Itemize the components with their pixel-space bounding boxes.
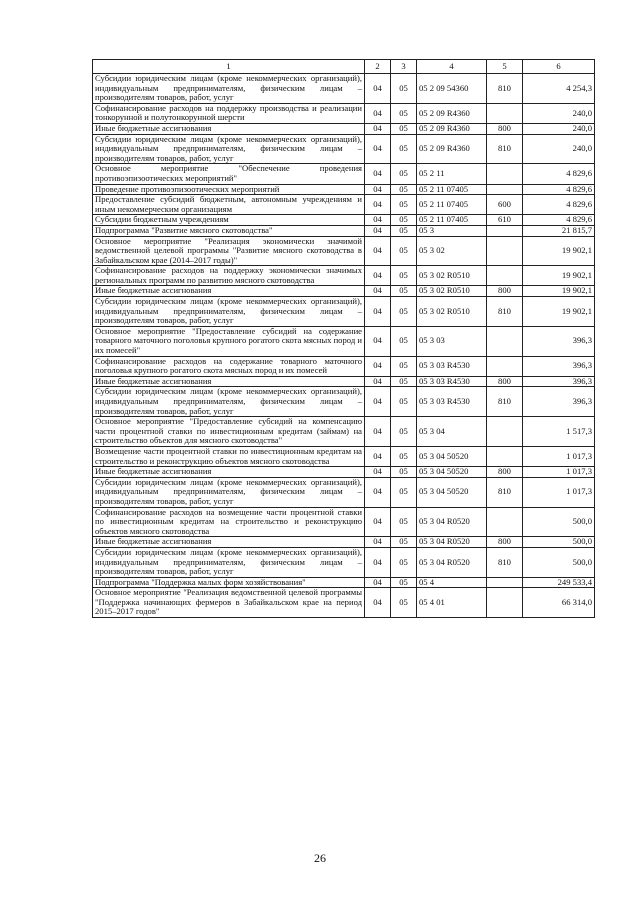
row-section-cell: 04 xyxy=(365,577,391,588)
row-subsection-cell: 05 xyxy=(391,134,417,164)
row-name-cell: Основное мероприятие "Реализация экономически значимой ведомственной целевой программы "Развитие мясного скотоводства в Забайкальском крае (2014–2017 годы)" xyxy=(93,236,365,266)
row-expense-type-cell: 810 xyxy=(487,297,523,327)
row-section-cell: 04 xyxy=(365,537,391,548)
row-expense-type-cell: 810 xyxy=(487,477,523,507)
row-name-cell: Софинансирование расходов на поддержку экономически значимых региональных программ по развитию мясного скотоводства xyxy=(93,266,365,286)
row-section-cell: 04 xyxy=(365,477,391,507)
table-header-row xyxy=(93,60,595,74)
table-row xyxy=(93,507,595,537)
table-row xyxy=(93,477,595,507)
row-subsection-cell: 05 xyxy=(391,507,417,537)
row-amount-cell: 500,0 xyxy=(523,537,595,548)
row-amount-cell: 4 254,3 xyxy=(523,74,595,104)
row-name-cell: Иные бюджетные ассигнования xyxy=(93,467,365,478)
page-number: 26 xyxy=(314,851,326,865)
row-name-cell: Иные бюджетные ассигнования xyxy=(93,537,365,548)
table-row xyxy=(93,215,595,226)
row-target-code-cell: 05 3 03 R4530 xyxy=(417,387,487,417)
row-amount-cell: 1 517,3 xyxy=(523,417,595,447)
row-subsection-cell: 05 xyxy=(391,74,417,104)
row-subsection-cell: 05 xyxy=(391,477,417,507)
row-name-cell: Подпрограмма "Поддержка малых форм хозяйствования" xyxy=(93,577,365,588)
table-row xyxy=(93,103,595,123)
table-row xyxy=(93,74,595,104)
row-target-code-cell: 05 3 02 xyxy=(417,236,487,266)
row-expense-type-cell xyxy=(487,507,523,537)
row-name-cell: Иные бюджетные ассигнования xyxy=(93,123,365,134)
row-amount-cell: 396,3 xyxy=(523,326,595,356)
row-target-code-cell: 05 3 03 xyxy=(417,326,487,356)
table-row xyxy=(93,236,595,266)
row-expense-type-cell: 810 xyxy=(487,134,523,164)
row-amount-cell: 500,0 xyxy=(523,547,595,577)
row-amount-cell: 396,3 xyxy=(523,387,595,417)
row-section-cell: 04 xyxy=(365,467,391,478)
table-row xyxy=(93,356,595,376)
row-section-cell: 04 xyxy=(365,326,391,356)
row-subsection-cell: 05 xyxy=(391,103,417,123)
row-amount-cell: 19 902,1 xyxy=(523,297,595,327)
row-section-cell: 04 xyxy=(365,134,391,164)
row-name-cell: Софинансирование расходов на содержание товарного маточного поголовья крупного рогатого скота мясных пород и их помесей xyxy=(93,356,365,376)
table-row xyxy=(93,387,595,417)
row-expense-type-cell xyxy=(487,588,523,618)
row-expense-type-cell xyxy=(487,225,523,236)
header-col-5: 5 xyxy=(487,60,523,74)
row-expense-type-cell xyxy=(487,356,523,376)
row-expense-type-cell: 800 xyxy=(487,467,523,478)
row-target-code-cell: 05 3 02 R0510 xyxy=(417,297,487,327)
row-section-cell: 04 xyxy=(365,266,391,286)
row-subsection-cell: 05 xyxy=(391,297,417,327)
row-expense-type-cell: 810 xyxy=(487,387,523,417)
row-section-cell: 04 xyxy=(365,297,391,327)
row-amount-cell: 240,0 xyxy=(523,134,595,164)
row-subsection-cell: 05 xyxy=(391,467,417,478)
table-row xyxy=(93,184,595,195)
row-section-cell: 04 xyxy=(365,103,391,123)
row-section-cell: 04 xyxy=(365,184,391,195)
table-row xyxy=(93,297,595,327)
row-amount-cell: 21 815,7 xyxy=(523,225,595,236)
row-target-code-cell: 05 2 11 07405 xyxy=(417,195,487,215)
row-expense-type-cell xyxy=(487,326,523,356)
row-expense-type-cell: 800 xyxy=(487,376,523,387)
table-row xyxy=(93,266,595,286)
row-subsection-cell: 05 xyxy=(391,236,417,266)
row-section-cell: 04 xyxy=(365,286,391,297)
table-row xyxy=(93,225,595,236)
row-name-cell: Иные бюджетные ассигнования xyxy=(93,286,365,297)
table-row xyxy=(93,537,595,548)
row-target-code-cell: 05 4 xyxy=(417,577,487,588)
row-subsection-cell: 05 xyxy=(391,577,417,588)
row-name-cell: Подпрограмма "Развитие мясного скотоводства" xyxy=(93,225,365,236)
row-expense-type-cell xyxy=(487,236,523,266)
row-section-cell: 04 xyxy=(365,74,391,104)
row-expense-type-cell: 610 xyxy=(487,215,523,226)
row-name-cell: Проведение противоэпизоотических мероприятий xyxy=(93,184,365,195)
row-section-cell: 04 xyxy=(365,164,391,184)
row-section-cell: 04 xyxy=(365,356,391,376)
row-name-cell: Субсидии юридическим лицам (кроме некоммерческих организаций), индивидуальным предпринимателям, физическим лицам – производителям товаров, работ, услуг xyxy=(93,74,365,104)
row-expense-type-cell xyxy=(487,103,523,123)
row-target-code-cell: 05 2 09 R4360 xyxy=(417,123,487,134)
row-section-cell: 04 xyxy=(365,387,391,417)
row-target-code-cell: 05 3 04 50520 xyxy=(417,477,487,507)
row-amount-cell: 19 902,1 xyxy=(523,266,595,286)
row-target-code-cell: 05 2 11 07405 xyxy=(417,184,487,195)
header-col-2: 2 xyxy=(365,60,391,74)
row-subsection-cell: 05 xyxy=(391,164,417,184)
row-section-cell: 04 xyxy=(365,376,391,387)
table-row xyxy=(93,467,595,478)
row-target-code-cell: 05 3 03 R4530 xyxy=(417,356,487,376)
row-expense-type-cell: 800 xyxy=(487,123,523,134)
header-col-3: 3 xyxy=(391,60,417,74)
row-section-cell: 04 xyxy=(365,123,391,134)
row-target-code-cell: 05 2 11 07405 xyxy=(417,215,487,226)
row-section-cell: 04 xyxy=(365,236,391,266)
row-subsection-cell: 05 xyxy=(391,123,417,134)
row-name-cell: Субсидии юридическим лицам (кроме некоммерческих организаций), индивидуальным предпринимателям, физическим лицам – производителям товаров, работ, услуг xyxy=(93,547,365,577)
row-amount-cell: 1 017,3 xyxy=(523,467,595,478)
row-amount-cell: 19 902,1 xyxy=(523,236,595,266)
table-row xyxy=(93,417,595,447)
row-subsection-cell: 05 xyxy=(391,266,417,286)
row-target-code-cell: 05 2 09 R4360 xyxy=(417,103,487,123)
row-name-cell: Субсидии юридическим лицам (кроме некоммерческих организаций), индивидуальным предпринимателям, физическим лицам – производителям товаров, работ, услуг xyxy=(93,477,365,507)
row-amount-cell: 19 902,1 xyxy=(523,286,595,297)
row-name-cell: Возмещение части процентной ставки по инвестиционным кредитам на строительство и реконструкцию объектов мясного скотоводства xyxy=(93,446,365,466)
row-name-cell: Субсидии юридическим лицам (кроме некоммерческих организаций), индивидуальным предпринимателям, физическим лицам – производителям товаров, работ, услуг xyxy=(93,387,365,417)
row-expense-type-cell: 800 xyxy=(487,286,523,297)
row-expense-type-cell xyxy=(487,184,523,195)
table-row xyxy=(93,123,595,134)
row-section-cell: 04 xyxy=(365,225,391,236)
budget-table xyxy=(92,59,595,618)
row-section-cell: 04 xyxy=(365,507,391,537)
row-subsection-cell: 05 xyxy=(391,184,417,195)
row-amount-cell: 4 829,6 xyxy=(523,215,595,226)
row-subsection-cell: 05 xyxy=(391,446,417,466)
row-amount-cell: 66 314,0 xyxy=(523,588,595,618)
row-expense-type-cell: 600 xyxy=(487,195,523,215)
row-subsection-cell: 05 xyxy=(391,547,417,577)
row-expense-type-cell: 810 xyxy=(487,74,523,104)
table-row xyxy=(93,164,595,184)
table-row xyxy=(93,134,595,164)
row-amount-cell: 240,0 xyxy=(523,123,595,134)
table-row xyxy=(93,326,595,356)
row-name-cell: Предоставление субсидий бюджетным, автономным учреждениям и иным некоммерческим организациям xyxy=(93,195,365,215)
header-col-4: 4 xyxy=(417,60,487,74)
row-section-cell: 04 xyxy=(365,547,391,577)
row-target-code-cell: 05 3 02 R0510 xyxy=(417,266,487,286)
table-row xyxy=(93,547,595,577)
row-section-cell: 04 xyxy=(365,417,391,447)
header-col-6: 6 xyxy=(523,60,595,74)
table-row xyxy=(93,376,595,387)
row-subsection-cell: 05 xyxy=(391,417,417,447)
row-target-code-cell: 05 4 01 xyxy=(417,588,487,618)
row-section-cell: 04 xyxy=(365,446,391,466)
row-amount-cell: 4 829,6 xyxy=(523,195,595,215)
row-target-code-cell: 05 2 09 R4360 xyxy=(417,134,487,164)
row-target-code-cell: 05 3 04 xyxy=(417,417,487,447)
row-subsection-cell: 05 xyxy=(391,326,417,356)
row-target-code-cell: 05 3 04 50520 xyxy=(417,467,487,478)
row-amount-cell: 1 017,3 xyxy=(523,477,595,507)
row-target-code-cell: 05 3 04 R0520 xyxy=(417,507,487,537)
row-name-cell: Субсидии юридическим лицам (кроме некоммерческих организаций), индивидуальным предпринимателям, физическим лицам – производителям товаров, работ, услуг xyxy=(93,297,365,327)
table-row xyxy=(93,577,595,588)
table-row xyxy=(93,286,595,297)
row-target-code-cell: 05 3 04 R0520 xyxy=(417,547,487,577)
row-expense-type-cell xyxy=(487,417,523,447)
row-name-cell: Иные бюджетные ассигнования xyxy=(93,376,365,387)
table-body xyxy=(93,74,595,618)
row-section-cell: 04 xyxy=(365,195,391,215)
row-expense-type-cell xyxy=(487,577,523,588)
row-target-code-cell: 05 2 09 54360 xyxy=(417,74,487,104)
row-subsection-cell: 05 xyxy=(391,286,417,297)
row-name-cell: Софинансирование расходов на поддержку производства и реализации тонкорунной и полутонкорунной шерсти xyxy=(93,103,365,123)
row-expense-type-cell: 800 xyxy=(487,537,523,548)
row-target-code-cell: 05 3 xyxy=(417,225,487,236)
row-name-cell: Софинансирование расходов на возмещение части процентной ставки по инвестиционным кредитам на строительство и реконструкцию объектов мясного скотоводства xyxy=(93,507,365,537)
table-row xyxy=(93,446,595,466)
table-row xyxy=(93,588,595,618)
row-subsection-cell: 05 xyxy=(391,215,417,226)
row-subsection-cell: 05 xyxy=(391,387,417,417)
row-amount-cell: 4 829,6 xyxy=(523,184,595,195)
row-target-code-cell: 05 3 03 R4530 xyxy=(417,376,487,387)
row-amount-cell: 240,0 xyxy=(523,103,595,123)
row-amount-cell: 396,3 xyxy=(523,356,595,376)
row-subsection-cell: 05 xyxy=(391,537,417,548)
row-amount-cell: 249 533,4 xyxy=(523,577,595,588)
row-section-cell: 04 xyxy=(365,215,391,226)
row-expense-type-cell xyxy=(487,446,523,466)
row-name-cell: Основное мероприятие "Предоставление субсидий на компенсацию части процентной ставки по инвестиционным кредитам (займам) на строительство объектов для мясного скотоводства" xyxy=(93,417,365,447)
row-subsection-cell: 05 xyxy=(391,356,417,376)
row-section-cell: 04 xyxy=(365,588,391,618)
row-amount-cell: 396,3 xyxy=(523,376,595,387)
table-row xyxy=(93,195,595,215)
row-amount-cell: 4 829,6 xyxy=(523,164,595,184)
row-amount-cell: 1 017,3 xyxy=(523,446,595,466)
row-name-cell: Основное мероприятие "Обеспечение проведения противоэпизоотических мероприятий" xyxy=(93,164,365,184)
row-target-code-cell: 05 3 02 R0510 xyxy=(417,286,487,297)
row-expense-type-cell xyxy=(487,164,523,184)
row-target-code-cell: 05 3 04 R0520 xyxy=(417,537,487,548)
row-target-code-cell: 05 2 11 xyxy=(417,164,487,184)
row-name-cell: Субсидии бюджетным учреждениям xyxy=(93,215,365,226)
row-target-code-cell: 05 3 04 50520 xyxy=(417,446,487,466)
row-expense-type-cell: 810 xyxy=(487,547,523,577)
row-subsection-cell: 05 xyxy=(391,588,417,618)
row-expense-type-cell xyxy=(487,266,523,286)
row-subsection-cell: 05 xyxy=(391,376,417,387)
row-subsection-cell: 05 xyxy=(391,195,417,215)
row-name-cell: Основное мероприятие "Предоставление субсидий на содержание товарного маточного поголовья крупного рогатого скота мясных пород и их помесей" xyxy=(93,326,365,356)
row-name-cell: Основное мероприятие "Реализация ведомственной целевой программы "Поддержка начинающих фермеров в Забайкальском крае на период 2015–2017 годов" xyxy=(93,588,365,618)
row-subsection-cell: 05 xyxy=(391,225,417,236)
header-col-1: 1 xyxy=(93,60,365,74)
row-amount-cell: 500,0 xyxy=(523,507,595,537)
row-name-cell: Субсидии юридическим лицам (кроме некоммерческих организаций), индивидуальным предпринимателям, физическим лицам – производителям товаров, работ, услуг xyxy=(93,134,365,164)
